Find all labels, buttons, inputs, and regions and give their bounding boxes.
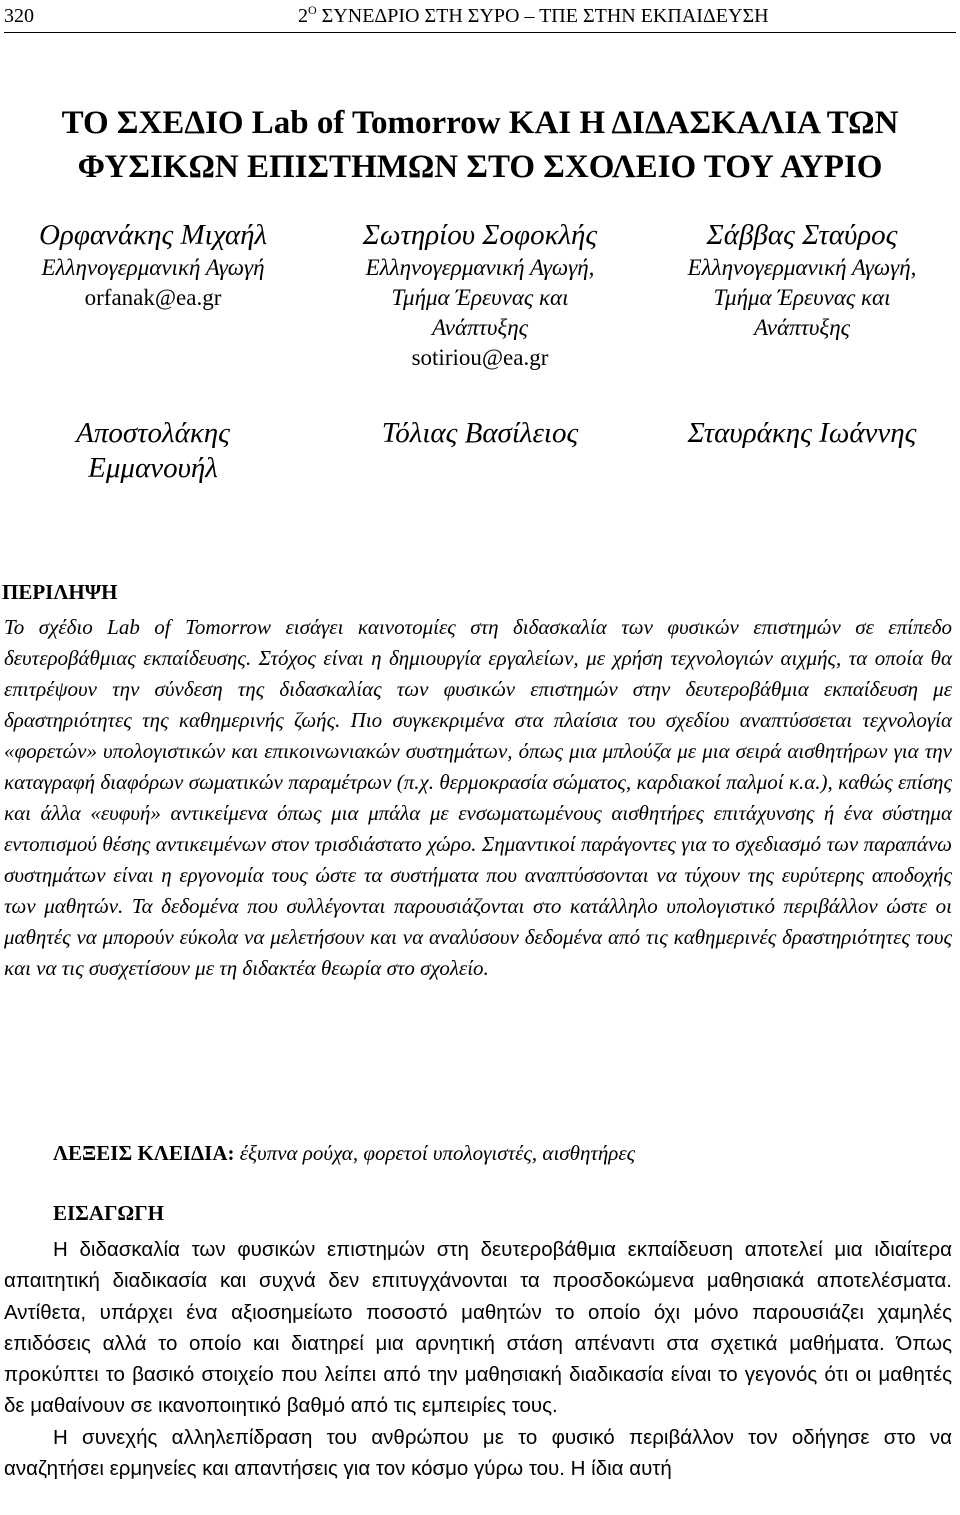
- author-name-line: Αποστολάκης: [76, 417, 230, 449]
- author-tolias: [316, 416, 644, 451]
- title-line-1: ΤΟ ΣΧΕΔΙΟ Lab of Tomorrow ΚΑΙ Η ΔΙΔΑΣΚΑΛΙΑ ΤΩΝ: [61, 105, 899, 141]
- paper-title: [0, 101, 960, 189]
- author-name: Τόλιας Βασίλειος: [381, 417, 579, 449]
- author-savvas: [652, 218, 952, 343]
- author-affiliation: Ελληνογερμανική Αγωγή: [41, 255, 265, 280]
- author-apostolakis: [6, 416, 300, 486]
- author-name: Σάββας Σταύρος: [706, 219, 898, 251]
- introduction-body: [4, 1234, 952, 1484]
- author-email: sotiriou@ea.gr: [411, 345, 549, 370]
- paragraph: Η συνεχής αλληλεπίδραση του ανθρώπου με το φυσικό περιβάλλον τον οδήγησε στο να αναζητήσει ερμηνείες και απαντήσεις για τον κόσμο γύρω του. Η ίδια αυτή: [4, 1425, 952, 1481]
- introduction-heading: ΕΙΣΑΓΩΓΗ: [53, 1201, 164, 1225]
- author-affiliation: Ανάπτυξης: [432, 315, 528, 340]
- abstract-text: Το σχέδιο Lab of Tomorrow εισάγει καινοτομίες στη διδασκαλία των φυσικών επιστημών σε επίπεδο δευτεροβάθμιας εκπαίδευσης. Στόχος είναι η δημιουργία εργαλείων, με χρήση τεχνολογιών αιχμής, τα οποία θα επιτρέψουν την σύνδεση της διδασκαλίας των φυσικών επιστημών στην δευτεροβάθμια εκπαίδευση με δραστηριότητες της καθημερινής ζωής. Πιο συγκεκριμένα στα πλαίσια του σχεδίου αναπτύσσεται τεχνολογία «φορετών» υπολογιστικών και επικοινωνιακών συστημάτων, όπως μια μπλούζα με μια σειρά αισθητήρων για την καταγραφή διαφόρων σωματικών παραμέτρων (π.χ. θερμοκρασία σώματος, καρδιακοί παλμοί κ.α.), καθώς επίσης και άλλα «ευφυή» αντικείμενα όπως μια μπάλα με ενσωματωμένους αισθητήρες επιτάχυνσης ή ένα σύστημα εντοπισμού θέσης αντικειμένων στον τρισδιάστατο χώρο. Σημαντικοί παράγοντες για το σχεδιασμό των παραπάνω συστημάτων είναι η εργονομία τους ώστε τα συστήματα που αναπτύσσονται να τύχουν της ευρύτερης αποδοχής των μαθητών. Τα δεδομένα που συλλέγονται παρουσιάζονται στο κατάλληλο υπολογιστικό περιβάλλον ώστε οι μαθητές να μπορούν εύκολα να μελετήσουν και να αναλύσουν δεδομένα από τις καθημερινές δραστηριότητες τους και να τις συσχετίσουν με τη διδακτέα θεωρία στο σχολείο.: [4, 615, 952, 980]
- page-number: 320: [4, 5, 34, 27]
- author-name-line: Εμμανουήλ: [88, 452, 218, 484]
- running-title: $2^O$ ΣΥΝΕΔΡΙΟ ΣΤΗ ΣΥΡΟ – ΤΠΕ ΣΤΗΝ ΕΚΠΑΙΔΕΥΣΗ: [298, 3, 769, 27]
- author-sotiriou: [316, 218, 644, 373]
- author-affiliation: Ελληνογερμανική Αγωγή,: [365, 255, 595, 280]
- title-line-2: ΦΥΣΙΚΩΝ ΕΠΙΣΤΗΜΩΝ ΣΤΟ ΣΧΟΛΕΙΟ ΤΟΥ ΑΥΡΙΟ: [77, 149, 883, 185]
- author-affiliation: Ελληνογερμανική Αγωγή,: [687, 255, 917, 280]
- author-name: Ορφανάκης Μιχαήλ: [38, 219, 268, 251]
- keywords: [53, 1141, 635, 1166]
- author-stavrakis: [652, 416, 952, 451]
- abstract-heading: ΠΕΡΙΛΗΨΗ: [2, 580, 118, 604]
- author-affiliation: Τμήμα Έρευνας και: [713, 285, 891, 310]
- paragraph: Η διδασκαλία των φυσικών επιστημών στη δευτεροβάθμια εκπαίδευση αποτελεί μια ιδιαίτερα απαιτητική διαδικασία και συχνά δεν επιτυγχάνονται τα προσδοκώμενα μαθησιακά αποτελέσματα. Αντίθετα, υπάρχει ένα αξιοσημείωτο ποσοστό μαθητών το οποίο όχι μόνο παρουσιάζει χαμηλές επιδόσεις αλλά το οποίο και διατηρεί μια αρνητική στάση απέναντι στα σχετικά μαθήματα. Όπως προκύπτει το βασικό στοιχείο που λείπει από την μαθησιακή διαδικασία είναι το γεγονός ότι οι μαθητές δε μαθαίνουν σε ικανοποιητικό βαθμό από τις εμπειρίες τους.: [4, 1238, 952, 1418]
- keywords-text: έξυπνα ρούχα, φορετοί υπολογιστές, αισθητήρες: [239, 1141, 636, 1165]
- author-affiliation: Τμήμα Έρευνας και: [391, 285, 569, 310]
- author-orfanakis: [6, 218, 300, 313]
- keywords-label: ΛΕΞΕΙΣ ΚΛΕΙΔΙΑ:: [53, 1141, 235, 1165]
- author-name: Σωτηρίου Σοφοκλής: [362, 219, 598, 251]
- running-header: [4, 2, 956, 33]
- author-affiliation: Ανάπτυξης: [754, 315, 850, 340]
- author-email: orfanak@ea.gr: [84, 285, 222, 310]
- author-name: Σταυράκης Ιωάννης: [687, 417, 917, 449]
